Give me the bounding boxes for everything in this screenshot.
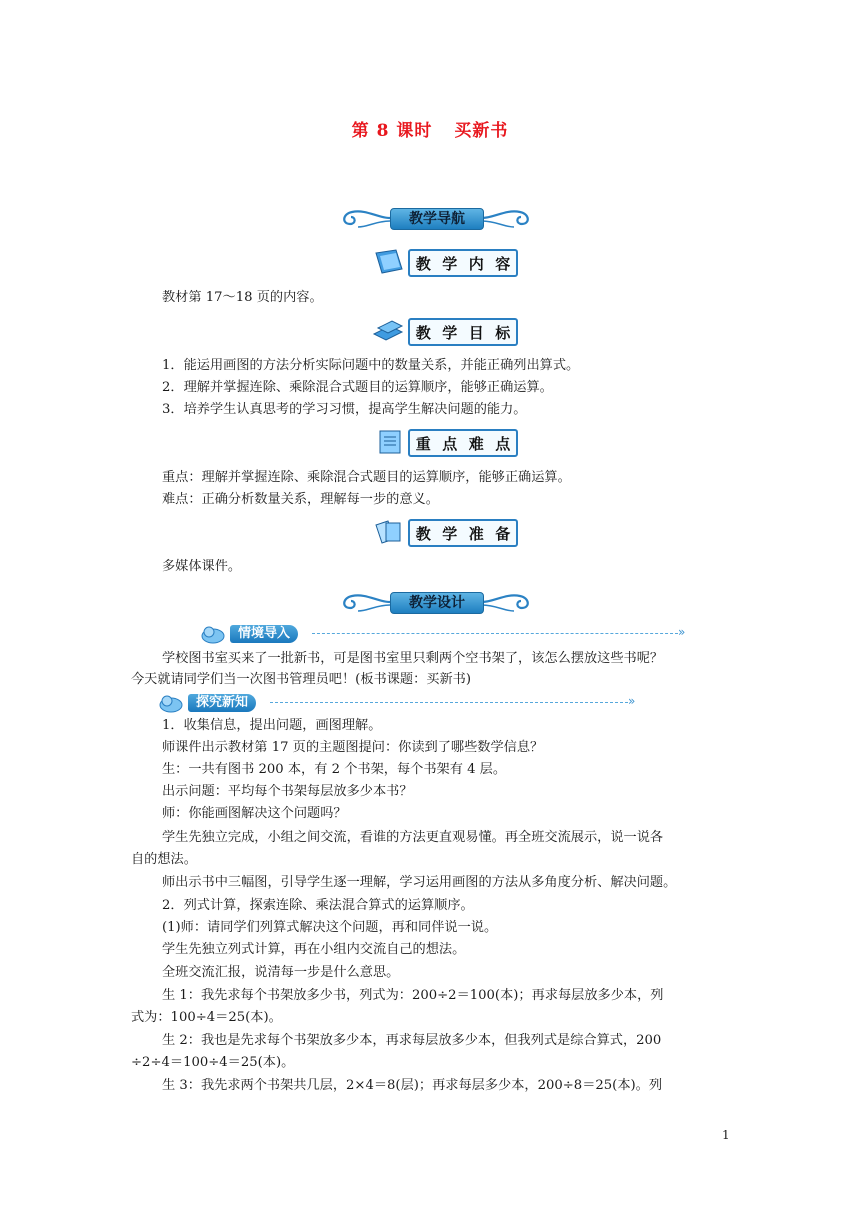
dashed-line — [270, 702, 628, 703]
explore-line: 学生先独立列式计算，再在小组内交流自己的想法。 — [162, 942, 466, 957]
label-char: 准 — [468, 524, 484, 543]
intro-line: 今天就请同学们当一次图书管理员吧！(板书课题：买新书) — [131, 672, 471, 687]
explore-line: 学生先独立完成，小组之间交流，看谁的方法更直观易懂。再全班交流展示，说一说各 — [162, 830, 664, 845]
explore-line: 生：一共有图书 200 本，有 2 个书架，每个书架有 4 层。 — [162, 762, 507, 777]
explore-line: 出示问题：平均每个书架每层放多少本书？ — [162, 784, 413, 799]
section-label-box — [408, 318, 518, 346]
label-char: 重 — [415, 434, 431, 453]
label-char: 点 — [442, 434, 458, 453]
label-char: 难 — [468, 434, 484, 453]
papers-icon — [372, 519, 406, 545]
lesson-number: 第 8 课时 — [351, 121, 433, 141]
label-char: 标 — [495, 323, 511, 342]
banner-label: 教学导航 — [390, 208, 484, 230]
explore-line: 师课件出示教材第 17 页的主题图提问：你读到了哪些数学信息？ — [162, 740, 544, 755]
explore-line: 生 1：我先求每个书架放多少书，列式为：200÷2＝100(本)；再求每层放多少本，列 — [162, 988, 664, 1003]
cloud-icon — [200, 624, 226, 644]
explore-line: 自的想法。 — [131, 852, 197, 867]
explore-line: 1．收集信息，提出问题，画图理解。 — [162, 718, 382, 733]
goal-line: 3．培养学生认真思考的学习习惯，提高学生解决问题的能力。 — [162, 402, 527, 417]
key-line: 难点：正确分析数量关系，理解每一步的意义。 — [162, 492, 439, 507]
lesson-name: 买新书 — [454, 121, 509, 141]
section-header-goals — [370, 318, 520, 344]
explore-line: 2．列式计算，探索连除、乘法混合算式的运算顺序。 — [162, 898, 474, 913]
explore-line: 师出示书中三幅图，引导学生逐一理解，学习运用画图的方法从多角度分析、解决问题。 — [162, 875, 677, 890]
content-text: 教材第 17～18 页的内容。 — [162, 290, 323, 305]
section-header-content — [370, 249, 520, 275]
label-char: 教 — [415, 323, 431, 342]
intro-line: 学校图书室买来了一批新书，可是图书室里只剩两个空书架了，该怎么摆放这些书呢？ — [162, 651, 664, 666]
label-char: 容 — [495, 254, 511, 273]
book-icon — [372, 249, 406, 275]
dashed-line — [312, 633, 678, 634]
page-number: 1 — [722, 1128, 730, 1142]
explore-line: 师：你能画图解决这个问题吗？ — [162, 806, 347, 821]
tag-label: 探究新知 — [188, 694, 256, 712]
section-header-prep — [370, 519, 520, 545]
explore-line: 式为：100÷4＝25(本)。 — [131, 1010, 282, 1025]
tag-explore-new — [158, 692, 658, 714]
explore-line: 生 3：我先求两个书架共几层，2×4＝8(层)；再求每层多少本，200÷8＝25(本)。列 — [162, 1078, 663, 1093]
label-char: 目 — [468, 323, 484, 342]
lesson-title — [0, 116, 860, 141]
section-label-box — [408, 429, 518, 457]
label-char: 学 — [442, 524, 458, 543]
explore-line: (1)师：请同学们列算式解决这个问题，再和同伴说一说。 — [162, 920, 498, 935]
double-chevron-icon: » — [628, 694, 636, 708]
explore-line: 生 2：我也是先求每个书架放多少本，再求每层放多少本，但我列式是综合算式，200 — [162, 1033, 662, 1048]
section-header-keys — [370, 429, 520, 455]
banner-teaching-guide — [338, 205, 534, 231]
prep-text: 多媒体课件。 — [162, 559, 242, 574]
banner-label: 教学设计 — [390, 592, 484, 614]
key-line: 重点：理解并掌握连除、乘除混合式题目的运算顺序，能够正确运算。 — [162, 470, 571, 485]
books-stack-icon — [372, 318, 406, 344]
double-chevron-icon: » — [678, 625, 686, 639]
banner-teaching-design — [338, 589, 534, 615]
goal-line: 2．理解并掌握连除、乘除混合式题目的运算顺序，能够正确运算。 — [162, 380, 553, 395]
label-char: 教 — [415, 524, 431, 543]
notebook-icon — [372, 429, 406, 455]
label-char: 内 — [468, 254, 484, 273]
cloud-icon — [158, 693, 184, 713]
goal-line: 1．能运用画图的方法分析实际问题中的数量关系，并能正确列出算式。 — [162, 358, 580, 373]
tag-label: 情境导入 — [230, 625, 298, 643]
explore-line: ÷2÷4＝100÷4＝25(本)。 — [131, 1055, 295, 1070]
label-char: 备 — [495, 524, 511, 543]
section-label-box — [408, 519, 518, 547]
label-char: 点 — [495, 434, 511, 453]
label-char: 学 — [442, 254, 458, 273]
label-char: 学 — [442, 323, 458, 342]
tag-scenario-intro — [200, 623, 700, 645]
label-char: 教 — [415, 254, 431, 273]
section-label-box — [408, 249, 518, 277]
explore-line: 全班交流汇报，说清每一步是什么意思。 — [162, 965, 400, 980]
